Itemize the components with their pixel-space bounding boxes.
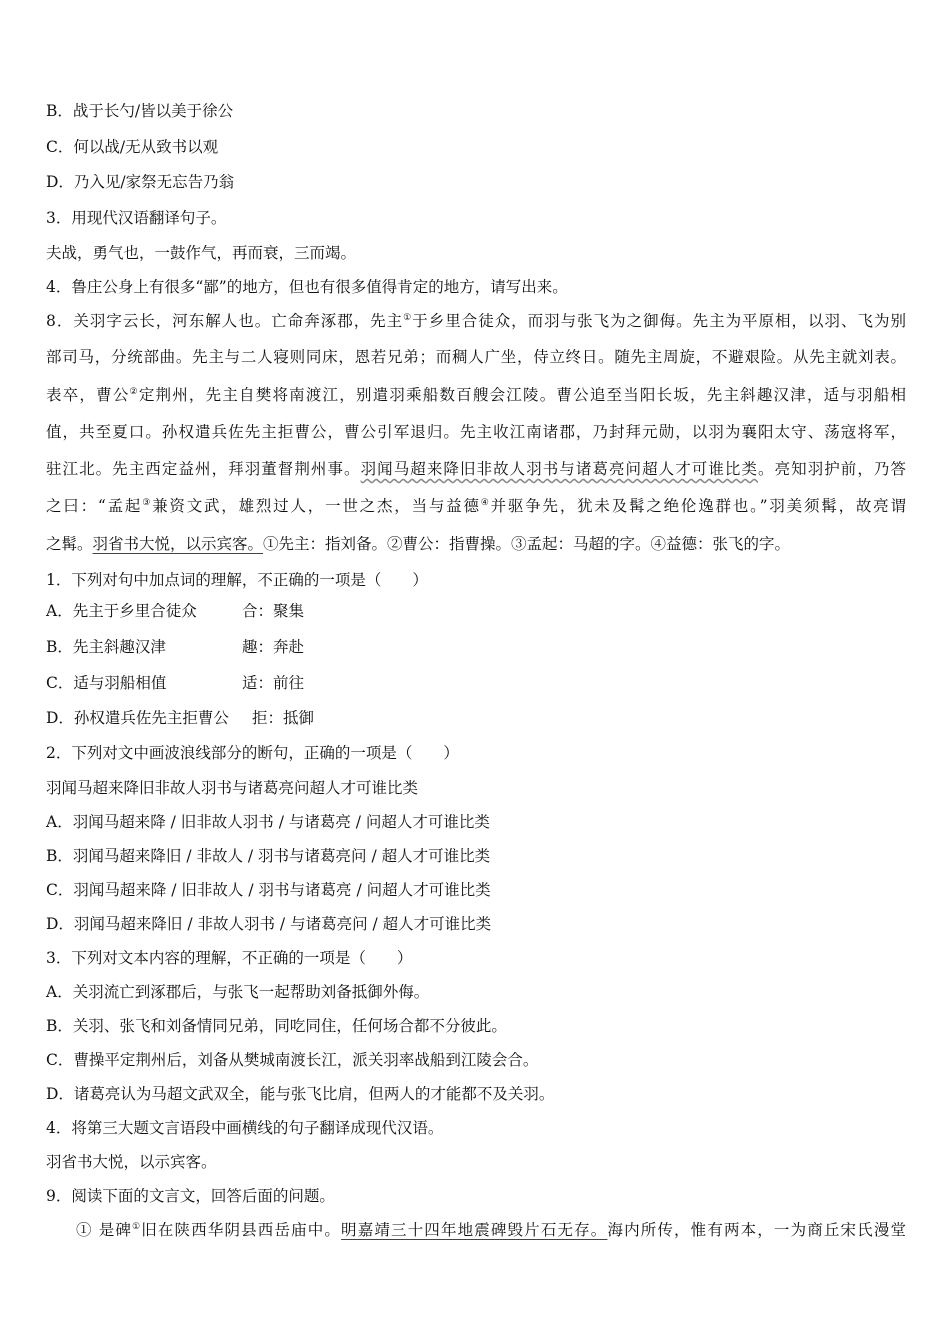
text-segment: 8．关羽字云长，河东解人也。亡命奔涿郡，先主 [46, 312, 404, 330]
text-segment: 3．用现代汉语翻译句子。 [46, 209, 227, 227]
text-line [46, 743, 459, 763]
text-line [46, 1186, 335, 1206]
underlined-text: 羽闻马超来降旧非故人羽书与诸葛亮问超人才可谁比类 [360, 460, 759, 478]
text-segment: 1．下列对句中加点词的理解，不正确的一项是（ ） [46, 571, 428, 589]
underlined-text: 羽省书大悦，以示宾客。 [92, 535, 264, 553]
text-line [46, 496, 906, 516]
text-segment: C．适与羽船相值 [46, 674, 167, 692]
text-segment: 海内所传，惟有两本，一为商丘宋氏漫堂 [607, 1221, 906, 1239]
text-line [46, 1050, 538, 1070]
text-line [46, 385, 906, 405]
text-segment: B．羽闻马超来降旧 / 非故人 / 羽书与诸葛亮问 / 超人才可谁比类 [46, 847, 491, 865]
footnote-marker: ④ [480, 498, 491, 508]
text-line [46, 1118, 443, 1138]
text-line [46, 1084, 554, 1104]
text-segment: 趣：奔赴 [242, 638, 305, 656]
text-segment: C．羽闻马超来降 / 旧非故人 / 羽书与诸葛亮 / 问超人才可谁比类 [46, 881, 491, 899]
text-segment: 2．下列对文中画波浪线部分的断句，正确的一项是（ ） [46, 744, 459, 762]
text-segment: A．先主于乡里合徒众 [46, 602, 197, 620]
text-segment: D．羽闻马超来降旧 / 非故人羽书 / 与诸葛亮问 / 超人才可谁比类 [46, 915, 492, 933]
text-line [46, 570, 428, 590]
footnote-marker: ③ [142, 498, 153, 508]
text-segment: D．孙权遣兵佐先主拒曹公 [46, 709, 229, 727]
text-segment: 之髯。 [46, 535, 93, 553]
text-line [46, 673, 304, 693]
text-segment: 拒：抵御 [252, 709, 315, 727]
text-line [46, 459, 906, 479]
text-segment: B．关羽、张飞和刘备情同兄弟，同吃同住，任何场合都不分彼此。 [46, 1017, 507, 1035]
text-segment: 适：前往 [242, 674, 305, 692]
text-line [46, 208, 226, 228]
text-segment: 兼资文武，雄烈过人，一世之杰，当与益德 [152, 497, 481, 515]
text-segment: C．曹操平定荆州后，刘备从樊城南渡长江，派关羽率战船到江陵会合。 [46, 1051, 539, 1069]
footnote-marker: ① [403, 313, 413, 323]
text-segment: 部司马，分统部曲。先主与二人寝则同床，恩若兄弟；而稠人广坐，侍立终日。随先主周旋，不避艰险。从先主就刘表。 [46, 348, 906, 366]
footnote-marker: ① [132, 1222, 142, 1232]
text-line [46, 812, 490, 832]
text-segment: 羽省书大悦，以示宾客。 [46, 1153, 217, 1171]
text-segment: B．战于长勺/皆以美于徐公 [46, 102, 234, 120]
text-line [46, 1016, 507, 1036]
text-line [46, 948, 412, 968]
text-line [46, 172, 234, 192]
text-segment: 于乡里合徒众，而羽与张飞为之御侮。先主为平原相，以羽、飞为别 [412, 312, 906, 330]
text-segment: 表卒，曹公 [46, 386, 130, 404]
text-segment: 3．下列对文本内容的理解，不正确的一项是（ ） [46, 949, 413, 967]
text-segment: D．乃入见/家祭无忘告乃翁 [46, 173, 235, 191]
text-line [76, 1220, 906, 1240]
text-segment: 4．鲁庄公身上有很多“鄙”的地方，但也有很多值得肯定的地方，请写出来。 [46, 278, 568, 296]
text-line [46, 277, 568, 297]
text-line [46, 422, 906, 442]
text-segment: A．关羽流亡到涿郡后，与张飞一起帮助刘备抵御外侮。 [46, 983, 430, 1001]
text-segment: 夫战，勇气也，一鼓作气，再而衰，三而竭。 [46, 244, 357, 262]
text-line [46, 637, 304, 657]
text-segment: 羽闻马超来降旧非故人羽书与诸葛亮问超人才可谁比类 [46, 779, 419, 797]
text-line [46, 1152, 217, 1172]
text-segment: A．羽闻马超来降 / 旧非故人羽书 / 与诸葛亮 / 问超人才可谁比类 [46, 813, 490, 831]
text-segment: 合：聚集 [242, 602, 305, 620]
text-line [46, 846, 490, 866]
text-line [46, 137, 218, 157]
text-segment: B．先主斜趣汉津 [46, 638, 166, 656]
text-segment: 并驱争先，犹未及髯之绝伦逸群也。”羽美须髯，故亮谓 [490, 497, 906, 515]
text-line [46, 601, 304, 621]
text-segment: ① 是碑 [76, 1221, 133, 1239]
text-segment: 之曰：“孟起 [46, 497, 143, 515]
text-segment: 驻江北。先主西定益州，拜羽董督荆州事。 [46, 460, 361, 478]
text-segment: 旧在陕西华阴县西岳庙中。 [141, 1221, 342, 1239]
text-segment: D．诸葛亮认为马超文武双全，能与张飞比肩，但两人的才能都不及关羽。 [46, 1085, 555, 1103]
text-line [46, 311, 906, 331]
text-segment: 值，共至夏口。孙权遣兵佐先主拒曹公，曹公引军退归。先主收江南诸郡，乃封拜元勋，以羽为襄阳太守、荡寇将军， [46, 423, 906, 441]
text-line [46, 914, 491, 934]
underlined-text: 明嘉靖三十四年地震碑毁片石无存。 [341, 1221, 608, 1239]
text-segment: 9．阅读下面的文言文，回答后面的问题。 [46, 1187, 335, 1205]
text-line [46, 880, 491, 900]
text-line [46, 243, 356, 263]
text-segment: 定荆州，先主自樊将南渡江，别遣羽乘船数百艘会江陵。曹公追至当阳长坂，先主斜趣汉津，适与羽船相 [138, 386, 906, 404]
footnote-marker: ② [129, 387, 139, 397]
text-line [46, 982, 429, 1002]
text-segment: 。亮知羽护前，乃答 [758, 460, 906, 478]
text-line [46, 708, 314, 728]
text-line [46, 101, 233, 121]
text-line [46, 347, 906, 367]
text-segment: 4．将第三大题文言语段中画横线的句子翻译成现代汉语。 [46, 1119, 444, 1137]
text-line [46, 534, 790, 554]
text-segment: C．何以战/无从致书以观 [46, 138, 219, 156]
text-line [46, 778, 418, 798]
text-segment: ①先主：指刘备。②曹公：指曹操。③孟起：马超的字。④益德：张飞的字。 [263, 535, 791, 553]
